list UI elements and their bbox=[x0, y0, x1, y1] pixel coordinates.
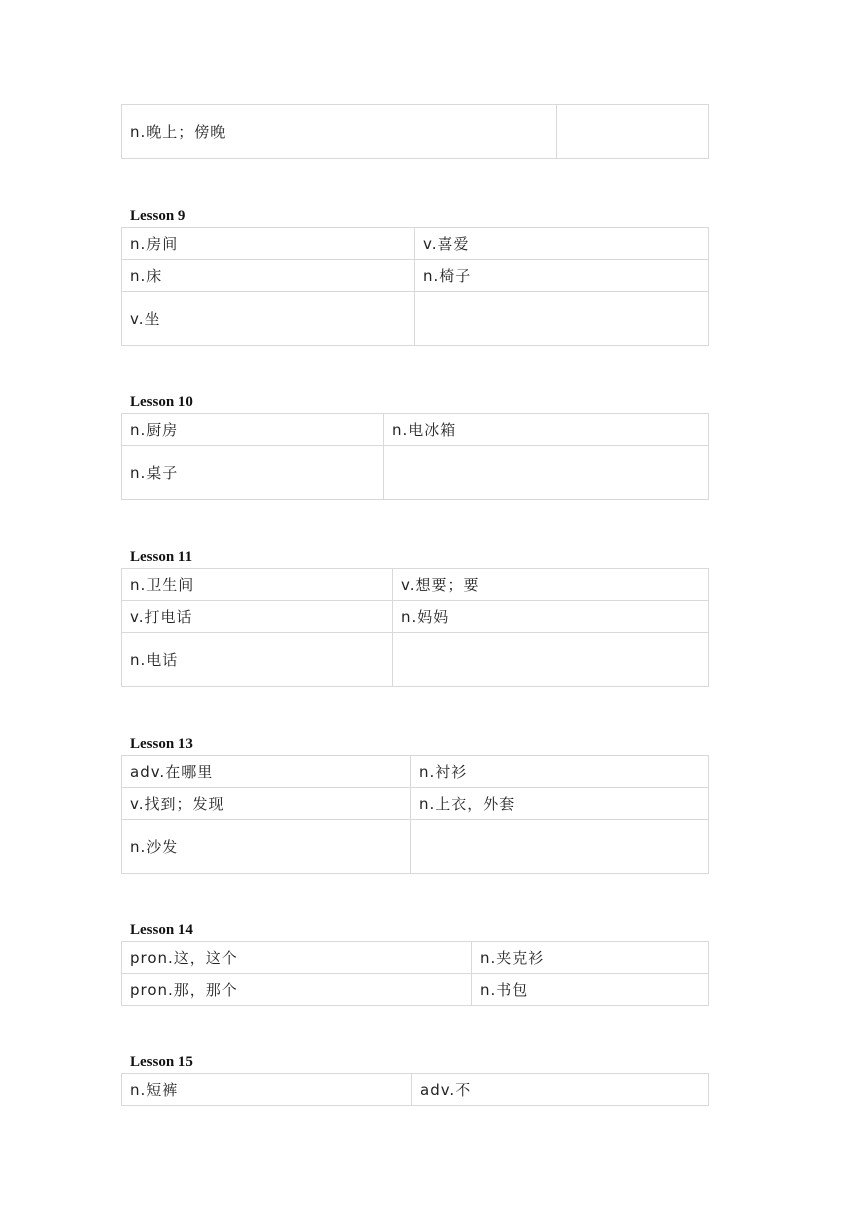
table-row bbox=[122, 414, 709, 446]
table-row bbox=[122, 1074, 709, 1106]
vocab-cell: n.夹克衫 bbox=[472, 942, 709, 974]
table-row bbox=[122, 820, 709, 874]
vocab-cell: adv.在哪里 bbox=[122, 756, 411, 788]
table-row bbox=[122, 569, 709, 601]
lesson-title: Lesson 15 bbox=[130, 1054, 193, 1070]
vocab-table bbox=[121, 104, 709, 159]
vocab-cell: v.想要；要 bbox=[393, 569, 709, 601]
vocab-cell: n.衬衫 bbox=[411, 756, 709, 788]
vocab-cell: adv.不 bbox=[412, 1074, 709, 1106]
vocab-cell: n.厨房 bbox=[122, 414, 384, 446]
table-row bbox=[122, 974, 709, 1006]
vocab-cell: n.桌子 bbox=[122, 446, 384, 500]
lesson-title: Lesson 13 bbox=[130, 736, 193, 752]
vocab-cell: v.找到；发现 bbox=[122, 788, 411, 820]
lesson-title: Lesson 14 bbox=[130, 922, 193, 938]
vocab-cell: n.妈妈 bbox=[393, 601, 709, 633]
vocab-cell: n.短裤 bbox=[122, 1074, 412, 1106]
vocab-cell: n.电冰箱 bbox=[384, 414, 709, 446]
vocab-cell: n.电话 bbox=[122, 633, 393, 687]
vocab-cell bbox=[393, 633, 709, 687]
vocab-cell: n.房间 bbox=[122, 228, 415, 260]
vocab-cell: n.上衣，外套 bbox=[411, 788, 709, 820]
vocab-cell: n.沙发 bbox=[122, 820, 411, 874]
vocab-cell: v.打电话 bbox=[122, 601, 393, 633]
vocab-table bbox=[121, 413, 709, 500]
lesson-title: Lesson 11 bbox=[130, 549, 193, 565]
table-row bbox=[122, 105, 709, 159]
vocab-cell bbox=[384, 446, 709, 500]
table-row bbox=[122, 292, 709, 346]
vocab-table bbox=[121, 1073, 709, 1106]
table-row bbox=[122, 633, 709, 687]
lesson-title: Lesson 10 bbox=[130, 394, 193, 410]
vocab-cell: pron.这，这个 bbox=[122, 942, 472, 974]
table-row bbox=[122, 942, 709, 974]
vocab-cell: n.卫生间 bbox=[122, 569, 393, 601]
vocab-cell: n.晚上；傍晚 bbox=[122, 105, 557, 159]
vocab-cell bbox=[415, 292, 709, 346]
table-row bbox=[122, 788, 709, 820]
vocab-cell: v.坐 bbox=[122, 292, 415, 346]
lesson-title: Lesson 9 bbox=[130, 208, 186, 224]
vocab-table bbox=[121, 227, 709, 346]
vocab-cell: n.书包 bbox=[472, 974, 709, 1006]
table-row bbox=[122, 756, 709, 788]
vocab-table bbox=[121, 755, 709, 874]
table-row bbox=[122, 446, 709, 500]
vocab-cell: pron.那，那个 bbox=[122, 974, 472, 1006]
vocab-cell: v.喜爱 bbox=[415, 228, 709, 260]
vocab-cell: n.椅子 bbox=[415, 260, 709, 292]
vocab-table bbox=[121, 941, 709, 1006]
vocab-table bbox=[121, 568, 709, 687]
vocab-cell bbox=[557, 105, 709, 159]
vocab-cell: n.床 bbox=[122, 260, 415, 292]
table-row bbox=[122, 260, 709, 292]
vocab-cell bbox=[411, 820, 709, 874]
table-row bbox=[122, 601, 709, 633]
table-row bbox=[122, 228, 709, 260]
